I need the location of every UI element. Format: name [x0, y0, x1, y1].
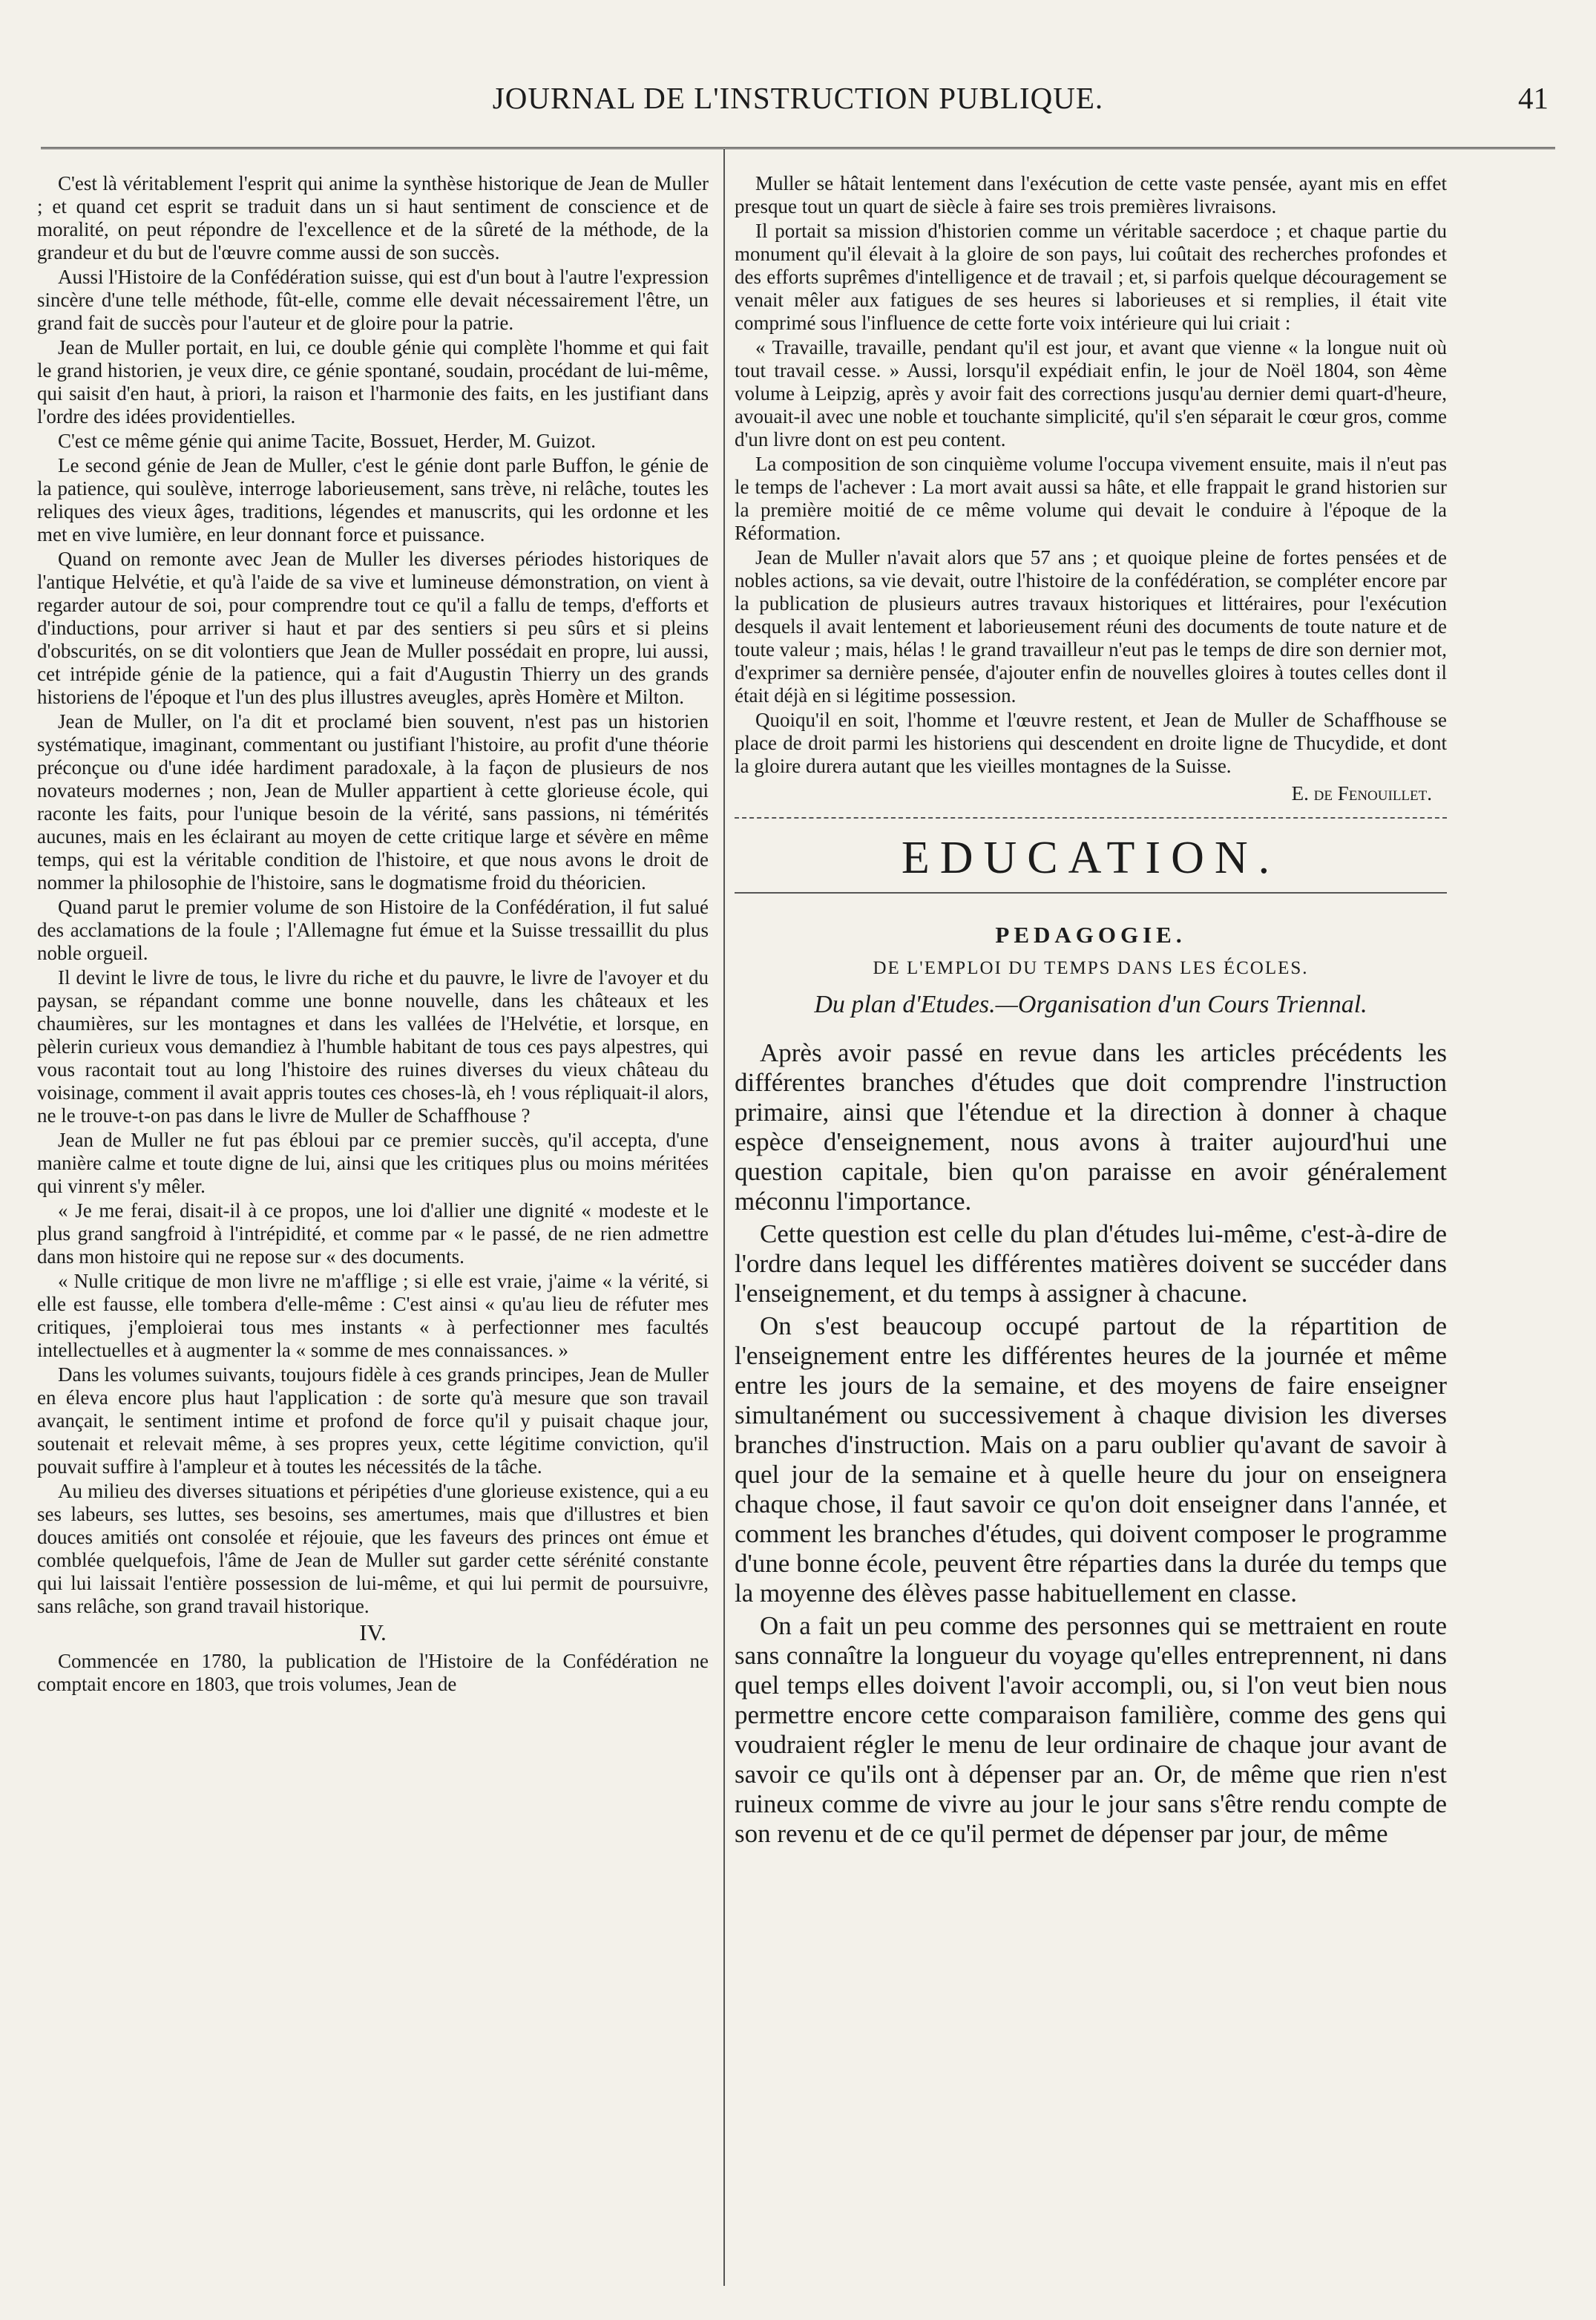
journal-title: JOURNAL DE L'INSTRUCTION PUBLIQUE. — [492, 81, 1104, 115]
paragraph: Il devint le livre de tous, le livre du riche et du pauvre, le livre de l'avoyer et du paysan, se répandant comme une bonne nouvelle, dans les châteaux et les chaumières, sur les montagnes et dans les vallées de l'Helvétie, et lorsque, en pèlerin curieux vous demandiez à l'humble habitant de tous ces pays alpestres, qui vous racontait tout au long l'histoire des ruines diverses du vieux château du voisinage, comment il avait appris toutes ces choses-là, eh ! vous répliquait-il alors, ne le trouve-t-on pas dans le livre de Muller de Schaffhouse ? — [37, 966, 709, 1127]
right-column — [735, 172, 1447, 2280]
paragraph: Quand on remonte avec Jean de Muller les diverses périodes historiques de l'antique Helvétie, et qu'à l'aide de sa vive et lumineuse démonstration, on vient à regarder autour de soi, pour comprendre tout ce qu'il a fallu de temps, d'efforts et d'inductions, pour arriver si haut et par des sentiers si peu sûrs et si pleins d'obscurités, on se dit volontiers que Jean de Muller possédait en propre, lui aussi, cet intrépide génie de la patience, qui a fait d'Augustin Thierry un des grands historiens de l'époque et l'un des plus illustres aveugles, après Homère et Milton. — [37, 548, 709, 708]
page-header — [45, 80, 1551, 125]
paragraph: Après avoir passé en revue dans les articles précédents les différentes branches d'études que doit comprendre l'instruction primaire, ainsi que l'étendue et la direction à donner à chaque espèce d'enseignement, nous avons à traiter aujourd'hui une question capitale, bien qu'on paraisse en avoir généralement méconnu l'importance. — [735, 1038, 1447, 1216]
paragraph: Dans les volumes suivants, toujours fidèle à ces grands principes, Jean de Muller en éleva encore plus haut l'application : de sorte qu'à mesure que son travail avançait, le sentiment intime et profond de force qu'il y puisait chaque jour, soutenait et relevait même, à ses propres yeux, cette légitime conviction, qu'il pouvait suffire à l'ampleur et à toutes les nécessités de la tâche. — [37, 1363, 709, 1478]
paragraph: C'est ce même génie qui anime Tacite, Bossuet, Herder, M. Guizot. — [58, 430, 596, 452]
section-title: EDUCATION. — [901, 833, 1281, 883]
paragraph: On a fait un peu comme des personnes qui se mettraient en route sans connaître la longueur du voyage qu'elles entreprennent, ni dans quel temps elles doivent l'avoir accompli, ou, si l'on veut bien nous permettre encore cette comparaison familière, comme des gens qui voudraient régler le menu de leur ordinaire de chaque jour avant de savoir ce qu'ils ont à dépenser par an. Or, de même que rien n'est ruineux comme de vivre au jour le jour sans s'être rendu compte de son revenu et de ce qu'il permet de dépenser par jour, de même — [735, 1611, 1447, 1848]
article-subtitle: Du plan d'Etudes.—Organisation d'un Cours Triennal. — [814, 991, 1367, 1018]
quote-paragraph: « Nulle critique de mon livre ne m'afflige ; si elle est vraie, j'aime « la vérité, si elle est fausse, elle tombera d'elle-même : C'est ainsi « qu'au lieu de réfuter mes critiques, j'emploierai tous mes instants « à perfectionner mes facultés intellectuelles et à augmenter la « somme de mes connaissances. » — [37, 1270, 709, 1361]
paragraph: Jean de Muller n'avait alors que 57 ans ; et quoique pleine de fortes pensées et de nobles actions, sa vie devait, outre l'histoire de la confédération, se compléter encore par la publication de plusieurs autres travaux historiques et littéraires, pour l'exécution desquels il avait lentement et laborieusement réuni des documents de toute nature et de toute valeur ; mais, hélas ! le grand travailleur n'eut pas le temps de dire son dernier mot, d'exprimer sa dernière pensée, d'ajouter enfin de nouvelles gloires à toutes celles dont il était déjà en si légitime possession. — [735, 546, 1447, 707]
quote-paragraph: « Travaille, travaille, pendant qu'il est jour, et avant que vienne « la longue nuit où tout travail cesse. » Aussi, lorsqu'il expédiait enfin, le jour de Noël 1804, son 4ème volume à Leipzig, après y avoir fait des corrections jusqu'au dernier demi quart-d'heure, avouait-il avec une noble et touchante simplicité, qu'il s'en séparait le cœur gros, comme d'un livre dont on est peu content. — [735, 336, 1447, 450]
paragraph: Il portait sa mission d'historien comme un véritable sacerdoce ; et chaque partie du monument qu'il élevait à la gloire de son pays, lui coûtait des recherches profondes et des efforts suprêmes d'intelligence et de travail ; et, si parfois quelque découragement se venait mêler aux fatigues de ses heures si laborieuses et si remplies, il était vite comprimé sous l'influence de cette forte voix intérieure qui lui criait : — [735, 220, 1447, 334]
quote-paragraph: « Je me ferai, disait-il à ce propos, une loi d'allier une dignité « modeste et le plus grand sangfroid à l'intrépidité, et comme par « le passé, de ne rien admettre dans mon histoire qui ne repose sur « des documents. — [37, 1199, 709, 1268]
page-number: 41 — [1518, 81, 1549, 115]
paragraph: Muller se hâtait lentement dans l'exécution de cette vaste pensée, ayant mis en effet presque tout un quart de siècle à faire ses trois premières livraisons. — [735, 172, 1447, 217]
header-rule — [41, 147, 1555, 149]
article-body — [735, 1038, 1447, 1849]
paragraph: Cette question est celle du plan d'études lui-même, c'est-à-dire de l'ordre dans lequel les différentes matières doivent se succéder dans l'enseignement, et du temps à assigner à chacune. — [735, 1219, 1447, 1308]
left-column — [37, 172, 709, 2280]
paragraph: Commencée en 1780, la publication de l'Histoire de la Confédération ne comptait encore en 1803, que trois volumes, Jean de — [37, 1650, 709, 1695]
paragraph: On s'est beaucoup occupé partout de la répartition de l'enseignement entre les différentes heures de la journée et même entre les jours de la semaine, et des moyens de faire enseigner simultanément ou successivement à chaque division les diverses branches d'instruction. Mais on a paru oublier qu'avant de savoir à quel jour de la semaine et à quelle heure du jour on enseignera chaque chose, il faut savoir ce qu'on doit enseigner dans l'année, et comment les branches d'études, qui doivent composer le programme d'une bonne école, peuvent être réparties dans la durée du temps que la moyenne des élèves passe habituellement en classe. — [735, 1311, 1447, 1608]
subsection-title: PEDAGOGIE. — [995, 922, 1186, 948]
section-separator — [735, 817, 1447, 819]
paragraph: Aussi l'Histoire de la Confédération suisse, qui est d'un bout à l'autre l'expression sincère d'une telle méthode, fût-elle, comme elle devait nécessairement l'être, un grand fait de succès pour l'auteur et de gloire pour la patrie. — [37, 266, 709, 334]
paragraph: Quoiqu'il en soit, l'homme et l'œuvre restent, et Jean de Muller de Schaffhouse se place de droit parmi les historiens qui descendent en droite ligne de Thucydide, et dont la gloire durera autant que les vieilles montagnes de la Suisse. — [735, 709, 1447, 777]
paragraph: Jean de Muller, on l'a dit et proclamé bien souvent, n'est pas un historien systématique, imaginant, commentant ou justifiant l'histoire, au profit d'une théorie préconçue ou d'une idée hardiment paradoxale, à la façon de plusieurs de nos novateurs modernes ; non, Jean de Muller appartient à cette glorieuse école, qui raconte les faits, pour l'unique besoin de la vérité, sans passions, ni témérités aucunes, mais en les éclairant au moyen de cette critique large et sévère en même temps, qui est la véritable condition de l'histoire, et que nous avons le droit de nommer la philosophie de l'histoire, sans le dogmatisme froid du théoricien. — [37, 710, 709, 894]
paragraph: Au milieu des diverses situations et péripéties d'une glorieuse existence, qui a eu ses labeurs, ses luttes, ses besoins, ses amertumes, mais que d'illustres et bien douces amitiés ont consolée et réjouie, que les faveurs des princes ont émue et comblée quelquefois, l'âme de Jean de Muller sut garder cette sérénité constante qui lui laissait l'entière possession de lui-même, et qui lui permit de poursuivre, sans relâche, son grand travail historique. — [37, 1480, 709, 1617]
paragraph: Jean de Muller portait, en lui, ce double génie qui complète l'homme et qui fait le grand historien, je veux dire, ce génie spontané, soudain, procédant de lui-même, qui saisit d'en haut, à priori, la raison et l'harmonie des faits, en les justifiant dans l'ordre des idées providentielles. — [37, 336, 709, 427]
paragraph: C'est là véritablement l'esprit qui anime la synthèse historique de Jean de Muller ; et quand cet esprit se traduit dans un si haut sentiment de conscience et de moralité, on peut répondre de l'excellence et de la sûreté de la méthode, de la grandeur et du but de l'œuvre comme aussi de son succès. — [37, 172, 709, 263]
column-divider — [723, 148, 725, 2286]
section-number: IV. — [359, 1619, 387, 1645]
author-signature: E. de Fenouillet. — [1291, 782, 1432, 805]
paragraph: Jean de Muller ne fut pas ébloui par ce premier succès, qu'il accepta, d'une manière calme et toute digne de lui, ainsi que les critiques plus ou moins méritées qui vinrent s'y mêler. — [37, 1129, 709, 1197]
paragraph: Le second génie de Jean de Muller, c'est le génie dont parle Buffon, le génie de la patience, qui soulève, interroge laborieusement, sans trève, ni relâche, toutes les reliques des vieux âges, traditions, légendes et manuscrits, qui les ordonne et les met en vive lumière, en leur donnant force et puissance. — [37, 454, 709, 545]
paragraph: La composition de son cinquième volume l'occupa vivement ensuite, mais il n'eut pas le temps de l'achever : La mort avait aussi sa hâte, et elle frappait le grand historien sur la première moitié de ce même volume qui devait le conduire à l'époque de la Réformation. — [735, 453, 1447, 544]
article-title: DE L'EMPLOI DU TEMPS DANS LES ÉCOLES. — [873, 958, 1309, 978]
section-rule — [735, 892, 1447, 894]
paragraph: Quand parut le premier volume de son Histoire de la Confédération, il fut salué des acclamations de la foule ; l'Allemagne fut émue et la Suisse tressaillit du plus noble orgueil. — [37, 896, 709, 964]
